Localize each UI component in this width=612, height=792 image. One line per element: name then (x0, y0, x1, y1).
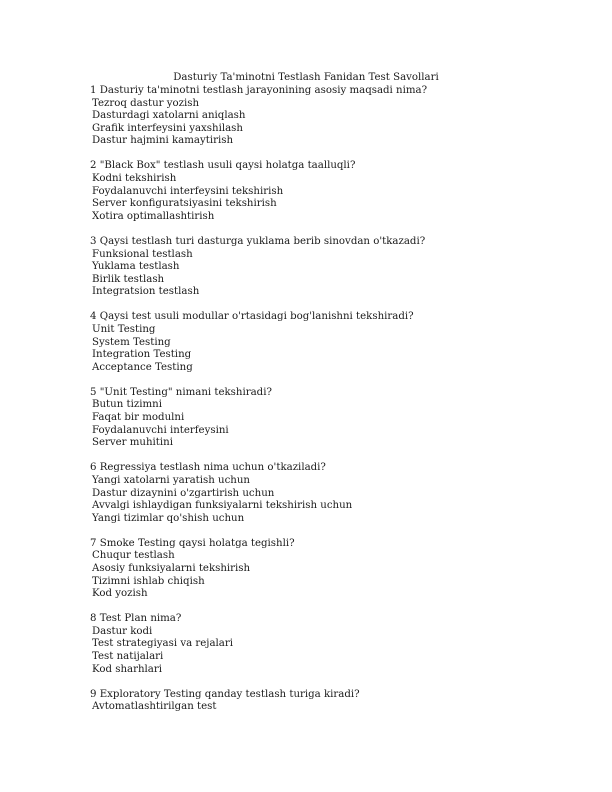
answer-option: Funksional testlash (92, 248, 193, 260)
question-number: 5 (90, 386, 97, 398)
question-text (90, 160, 590, 173)
question-prompt: Test Plan nima? (99, 613, 182, 625)
answer-option: Acceptance Testing (92, 361, 193, 373)
answer-option: Kod yozish (92, 588, 148, 600)
question-prompt: Smoke Testing qaysi holatga tegishli? (99, 537, 295, 549)
question-prompt: "Black Box" testlash usuli qaysi holatga taalluqli? (99, 160, 356, 172)
question-text (90, 689, 590, 702)
question-text (90, 462, 590, 475)
question-number: 2 (90, 160, 97, 172)
question-number: 6 (90, 462, 97, 474)
answer-option: Kodni tekshirish (92, 173, 177, 185)
question-prompt: Exploratory Testing qanday testlash turiga kiradi? (99, 688, 360, 700)
answer-option: Birlik testlash (92, 273, 165, 285)
question-number: 9 (90, 688, 97, 700)
answer-option: Yuklama testlash (92, 261, 180, 273)
question-number: 8 (90, 613, 97, 625)
answer-option: Avtomatlashtirilgan test (92, 701, 217, 713)
answer-option: Avvalgi ishlaydigan funksiyalarni tekshirish uchun (92, 500, 353, 512)
answer-option: Integratsion testlash (92, 286, 200, 298)
answer-option: Dastur dizaynini o'zgartirish uchun (92, 487, 275, 499)
question-text (90, 311, 590, 324)
question-number: 1 (90, 85, 97, 96)
question-prompt: Qaysi test usuli modullar o'rtasidagi bog'lanishni tekshiradi? (99, 311, 414, 323)
answer-option: Unit Testing (92, 324, 156, 335)
question-7 (90, 538, 590, 601)
question-text (90, 387, 590, 400)
document-title: Dasturiy Ta'minotni Testlash Fanidan Test Savollari (173, 72, 439, 83)
question-6 (90, 462, 590, 525)
question-8 (90, 613, 590, 676)
question-prompt: Dasturiy ta'minotni testlash jarayonining asosiy maqsadi nima? (99, 85, 428, 96)
answer-option: Tizimni ishlab chiqish (92, 575, 205, 587)
question-text (90, 85, 590, 98)
question-1 (90, 85, 590, 148)
answer-option: System Testing (92, 336, 171, 348)
answer-option: Grafik interfeysini yaxshilash (92, 122, 243, 134)
answer-option: Test natijalari (92, 651, 164, 663)
answer-option: Kod sharhlari (92, 663, 162, 675)
answer-option: Asosiy funksiyalarni tekshirish (92, 563, 251, 574)
answer-option: Xotira optimallashtirish (92, 210, 215, 222)
question-number: 4 (90, 311, 97, 323)
answer-option: Faqat bir modulni (92, 412, 185, 424)
answer-option: Server muhitini (92, 437, 173, 449)
answer-option: Foydalanuvchi interfeysini (92, 424, 229, 436)
question-text (90, 613, 590, 626)
question-prompt: "Unit Testing" nimani tekshiradi? (99, 386, 272, 398)
question-5 (90, 387, 590, 450)
question-4 (90, 311, 590, 374)
answer-option: Yangi xatolarni yaratish uchun (92, 474, 250, 486)
answer-option: Foydalanuvchi interfeysini tekshirish (92, 185, 284, 197)
answer-option: Tezroq dastur yozish (92, 97, 200, 109)
question-prompt: Regressiya testlash nima uchun o'tkaziladi? (99, 462, 326, 474)
answer-option: Server konfiguratsiyasini tekshirish (92, 198, 277, 210)
question-number: 3 (90, 235, 97, 247)
question-text (90, 538, 590, 551)
question-text (90, 236, 590, 249)
question-9 (90, 689, 590, 714)
question-prompt: Qaysi testlash turi dasturga yuklama berib sinovdan o'tkazadi? (99, 235, 426, 247)
answer-option: Dastur kodi (92, 625, 153, 637)
question-3 (90, 236, 590, 299)
answer-option: Chuqur testlash (92, 550, 175, 562)
answer-option: Butun tizimni (92, 399, 162, 411)
answer-option: Dastur hajmini kamaytirish (92, 135, 234, 147)
answer-option: Yangi tizimlar qo'shish uchun (92, 512, 245, 524)
question-list (90, 85, 590, 726)
answer-option: Test strategiyasi va rejalari (92, 638, 233, 650)
question-2 (90, 160, 590, 223)
answer-option: Dasturdagi xatolarni aniqlash (92, 110, 246, 122)
answer-option: Integration Testing (92, 349, 192, 361)
question-number: 7 (90, 537, 97, 549)
